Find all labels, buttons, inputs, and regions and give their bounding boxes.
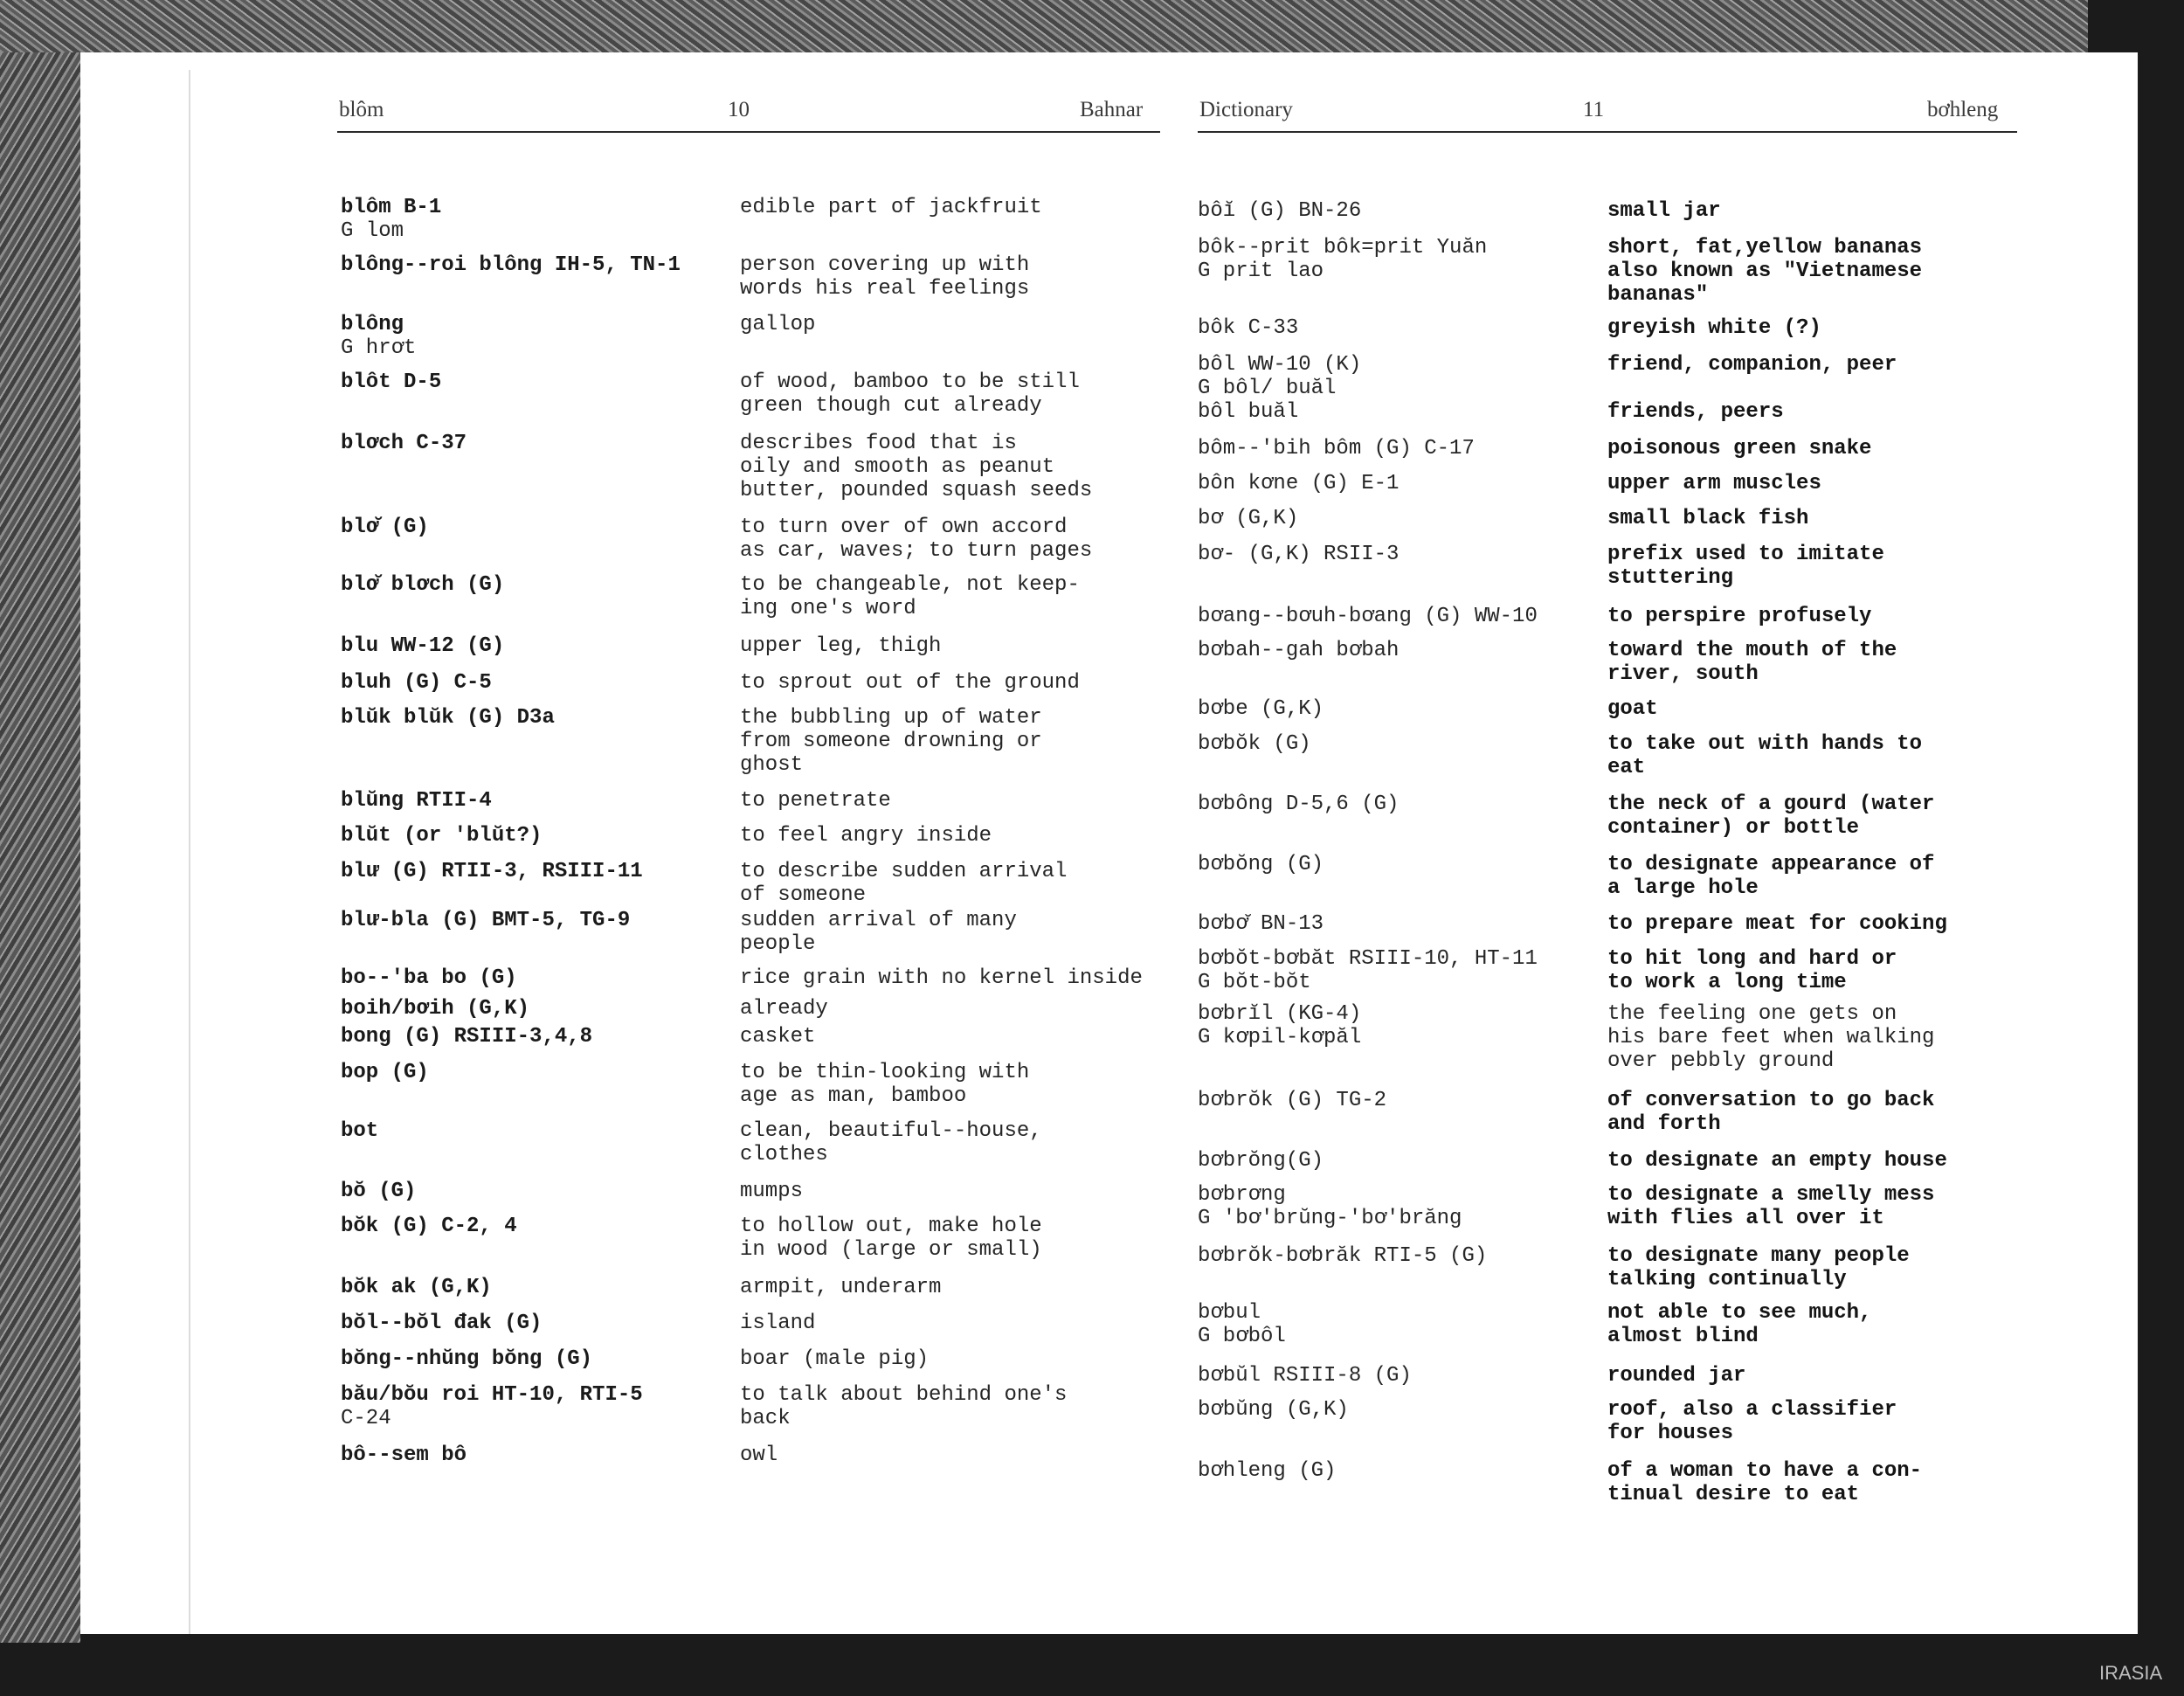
left-definition-line: ing one's word	[740, 597, 916, 620]
right-definition	[1607, 316, 1821, 340]
left-headword	[341, 824, 542, 848]
left-headword-line: blôm B-1	[341, 196, 442, 219]
left-page-number: 10	[728, 98, 750, 121]
right-definition	[1607, 1089, 1934, 1136]
right-definition-line: also known as "Vietnamese	[1607, 260, 1923, 283]
right-headword-line: G prit lao	[1198, 260, 1324, 283]
right-definition-line: roof, also a classifier	[1607, 1398, 1897, 1422]
right-definition-line: small jar	[1607, 199, 1721, 223]
right-guide-word: bơhleng	[1927, 98, 1999, 121]
left-headword	[341, 1443, 467, 1467]
left-definition	[740, 1119, 1042, 1166]
right-headword-line: bơbul	[1198, 1301, 1261, 1325]
left-definition-line: person covering up with	[740, 253, 1030, 277]
right-definition-line: talking continually	[1607, 1268, 1847, 1291]
left-definition	[740, 997, 828, 1021]
right-headword-line: bơbrŏng(G)	[1198, 1149, 1324, 1173]
right-definition-line: to take out with hands to	[1607, 732, 1923, 756]
right-headword-line: bôn kơne (G) E-1	[1198, 472, 1400, 495]
right-headword	[1198, 353, 1361, 424]
right-headword	[1198, 732, 1311, 756]
right-definition-line: bananas"	[1607, 283, 1709, 307]
right-headword	[1198, 437, 1475, 460]
right-headword-line: G 'bơ'brŭng-'bơ'brăng	[1198, 1207, 1462, 1230]
right-headword	[1198, 1183, 1462, 1230]
left-definition-line: to feel angry inside	[740, 824, 992, 848]
left-definition-line: to be thin-looking with	[740, 1061, 1030, 1084]
left-headword	[341, 516, 429, 539]
right-headword-line: bơbrŏk (G) TG-2	[1198, 1089, 1387, 1112]
right-definition-line: for houses	[1607, 1422, 1734, 1445]
right-headword-line: G bŏt-bŏt	[1198, 971, 1311, 994]
left-definition	[740, 966, 1143, 990]
left-headword	[341, 909, 630, 932]
right-definition-line: to work a long time	[1607, 971, 1847, 994]
right-headword	[1198, 912, 1324, 936]
left-headword-line: blŭt (or 'blŭt?)	[341, 824, 543, 848]
right-definition	[1607, 437, 1871, 460]
left-definition	[740, 634, 941, 658]
left-headword-line: bop (G)	[341, 1061, 429, 1084]
left-headword-line: bot	[341, 1119, 379, 1143]
right-definition-line: almost blind	[1607, 1325, 1759, 1348]
left-headword	[341, 997, 529, 1021]
right-definition	[1607, 1244, 1910, 1291]
right-headword	[1198, 507, 1298, 530]
right-headword	[1198, 639, 1399, 662]
right-definition-line	[1607, 377, 1897, 400]
left-definition-line: green though cut already	[740, 394, 1042, 418]
left-headword	[341, 1180, 416, 1203]
left-headword-line: blơ̆ (G)	[341, 516, 429, 539]
right-definition-line: to designate an empty house	[1607, 1149, 1947, 1173]
right-definition-line: container) or bottle	[1607, 816, 1860, 840]
right-headword	[1198, 1364, 1412, 1388]
left-definition	[740, 860, 1067, 907]
left-header-rule	[337, 131, 1160, 133]
right-headword	[1198, 199, 1361, 223]
left-headword	[341, 432, 467, 455]
right-headword	[1198, 1149, 1324, 1173]
left-definition-line: as car, waves; to turn pages	[740, 539, 1093, 563]
left-headword	[341, 634, 504, 658]
right-definition-line: the feeling one gets on	[1607, 1002, 1897, 1026]
page-fold-line	[189, 70, 190, 1634]
left-headword-line: blư (G) RTII-3, RSIII-11	[341, 860, 643, 883]
right-definition-line: his bare feet when walking	[1607, 1026, 1935, 1049]
right-headword-line: bơbŏk (G)	[1198, 732, 1311, 756]
right-definition-line: rounded jar	[1607, 1364, 1746, 1388]
right-headword	[1198, 793, 1399, 816]
left-definition-line: words his real feelings	[740, 277, 1030, 301]
right-definition	[1607, 507, 1808, 530]
left-headword-line: blŭk blŭk (G) D3a	[341, 706, 555, 730]
right-definition	[1607, 1149, 1947, 1173]
right-headword-line: bôm--'bih bôm (G) C-17	[1198, 437, 1475, 460]
right-definition-line: of conversation to go back	[1607, 1089, 1935, 1112]
left-definition	[740, 1061, 1029, 1108]
left-headword	[341, 1312, 542, 1335]
right-definition	[1607, 1301, 1871, 1348]
right-headword-line: bơbŭng (G,K)	[1198, 1398, 1349, 1422]
left-definition-line: clean, beautiful--house,	[740, 1119, 1042, 1143]
left-headword-line: bău/bŏu roi HT-10, RTI-5	[341, 1383, 643, 1407]
left-definition	[740, 1312, 815, 1335]
right-definition-line: short, fat,yellow bananas	[1607, 236, 1923, 260]
right-definition	[1607, 697, 1658, 721]
right-headword-line: bơ (G,K)	[1198, 507, 1299, 530]
left-definition	[740, 1276, 941, 1299]
left-headword-line: blư-bla (G) BMT-5, TG-9	[341, 909, 631, 932]
right-definition-line: to hit long and hard or	[1607, 947, 1897, 971]
left-definition-line: butter, pounded squash seeds	[740, 479, 1093, 502]
left-definition-line: armpit, underarm	[740, 1276, 942, 1299]
right-definition-line: tinual desire to eat	[1607, 1483, 1860, 1506]
left-headword	[341, 860, 643, 883]
left-headword-line: G lom	[341, 219, 404, 243]
left-definition-line: to sprout out of the ground	[740, 671, 1080, 695]
right-definition	[1607, 639, 1897, 686]
left-definition-line: to turn over of own accord	[740, 516, 1068, 539]
right-headword-line: bôĭ (G) BN-26	[1198, 199, 1362, 223]
right-definition	[1607, 543, 1884, 590]
right-headword-line: bơbơ̆ BN-13	[1198, 912, 1324, 936]
right-definition-line: greyish white (?)	[1607, 316, 1821, 340]
left-definition	[740, 706, 1042, 777]
left-headword	[341, 671, 492, 695]
right-headword	[1198, 316, 1298, 340]
right-headword-line: bơbŏt-bơbăt RSIII-10, HT-11	[1198, 947, 1538, 971]
left-headword-line: bo--'ba bo (G)	[341, 966, 517, 990]
left-definition	[740, 516, 1092, 563]
left-definition-line: age as man, bamboo	[740, 1084, 967, 1108]
right-headword	[1198, 853, 1324, 876]
left-definition-line: oily and smooth as peanut	[740, 455, 1055, 479]
right-headword-line: bôk--prit bôk=prit Yuăn	[1198, 236, 1488, 260]
left-definition-line: owl	[740, 1443, 778, 1467]
right-definition	[1607, 1398, 1897, 1445]
left-definition	[740, 1025, 815, 1049]
right-headword-line: bơbah--gah bơbah	[1198, 639, 1400, 662]
left-definition-line: sudden arrival of many	[740, 909, 1017, 932]
left-definition-line: boar (male pig)	[740, 1347, 930, 1371]
right-definition-line: to designate many people	[1607, 1244, 1910, 1268]
right-headword-line: bơhleng (G)	[1198, 1459, 1337, 1483]
left-headword	[341, 789, 492, 813]
right-definition-line: to prepare meat for cooking	[1607, 912, 1947, 936]
right-definition-line: with flies all over it	[1607, 1207, 1884, 1230]
right-headword-line: bôl buăl	[1198, 400, 1299, 424]
left-definition	[740, 1215, 1042, 1262]
right-definition	[1607, 1002, 1934, 1073]
left-headword	[341, 1215, 517, 1238]
right-definition-line: small black fish	[1607, 507, 1809, 530]
left-definition-line: gallop	[740, 313, 816, 336]
right-headword	[1198, 1398, 1349, 1422]
left-headword-line: boih/bơih (G,K)	[341, 997, 530, 1021]
right-headword-line: G bơbôl	[1198, 1325, 1286, 1348]
right-definition-line: prefix used to imitate	[1607, 543, 1884, 566]
right-headword-line: bơbrơng	[1198, 1183, 1286, 1207]
left-headword	[341, 253, 681, 277]
left-definition	[740, 1383, 1067, 1430]
right-definition	[1607, 732, 1922, 779]
left-headword-line: blơch C-37	[341, 432, 467, 455]
left-definition	[740, 370, 1080, 418]
right-definition-line: not able to see much,	[1607, 1301, 1872, 1325]
left-definition-line: to hollow out, make hole	[740, 1215, 1042, 1238]
left-definition	[740, 909, 1017, 956]
right-definition-line: goat	[1607, 697, 1658, 721]
right-definition-line: river, south	[1607, 662, 1759, 686]
right-headword-line: bơ- (G,K) RSII-3	[1198, 543, 1400, 566]
left-definition-line: ghost	[740, 753, 804, 777]
left-definition-line: already	[740, 997, 828, 1021]
right-headword-line: bơang--bơuh-bơang (G) WW-10	[1198, 605, 1538, 628]
right-definition	[1607, 947, 1897, 994]
right-headword-line: bơbrŏk-bơbrăk RTI-5 (G)	[1198, 1244, 1488, 1268]
right-definition	[1607, 1183, 1934, 1230]
left-headword-line: blŭng RTII-4	[341, 789, 492, 813]
right-headword	[1198, 1244, 1487, 1268]
left-headword	[341, 1061, 429, 1084]
left-headword	[341, 966, 517, 990]
right-headword	[1198, 543, 1399, 566]
left-definition-line: of someone	[740, 883, 867, 907]
right-headword	[1198, 1459, 1336, 1483]
right-headword	[1198, 1002, 1361, 1049]
left-headword	[341, 1347, 592, 1371]
right-definition	[1607, 1459, 1922, 1506]
left-headword-line: bluh (G) C-5	[341, 671, 492, 695]
left-headword	[341, 573, 504, 597]
left-definition-line: to be changeable, not keep-	[740, 573, 1080, 597]
left-headword	[341, 706, 555, 730]
left-definition-line: casket	[740, 1025, 816, 1049]
right-page-number: 11	[1583, 98, 1605, 121]
left-headword-line: blơ̆ blơch (G)	[341, 573, 505, 597]
right-definition	[1607, 236, 1922, 307]
left-definition	[740, 196, 1042, 219]
right-headword	[1198, 472, 1399, 495]
left-headword-line: bŏng--nhŭng bŏng (G)	[341, 1347, 593, 1371]
left-headword	[341, 1383, 643, 1430]
left-headword-line: blông	[341, 313, 404, 336]
left-definition-line: back	[740, 1407, 791, 1430]
left-definition-line: upper leg, thigh	[740, 634, 942, 658]
right-definition-line: to perspire profusely	[1607, 605, 1872, 628]
left-headword	[341, 313, 416, 360]
archive-watermark: IRASIA	[2099, 1662, 2163, 1684]
left-definition-line: to talk about behind one's	[740, 1383, 1068, 1407]
left-definition	[740, 671, 1080, 695]
right-headword	[1198, 947, 1538, 994]
left-headword-line: G hrơt	[341, 336, 417, 360]
right-definition	[1607, 605, 1871, 628]
left-definition-line: from someone drowning or	[740, 730, 1042, 753]
right-definition-line: poisonous green snake	[1607, 437, 1872, 460]
left-definition-line: clothes	[740, 1143, 828, 1166]
scan-background-left	[0, 52, 80, 1643]
right-running-title: Dictionary	[1199, 98, 1293, 121]
right-definition	[1607, 199, 1721, 223]
right-header-rule	[1198, 131, 2017, 133]
left-headword	[341, 370, 441, 394]
left-headword-line: bŏk ak (G,K)	[341, 1276, 492, 1299]
right-headword-line: bơbe (G,K)	[1198, 697, 1324, 721]
left-headword-line: bŏk (G) C-2, 4	[341, 1215, 517, 1238]
right-definition-line: a large hole	[1607, 876, 1759, 900]
right-definition-line: the neck of a gourd (water	[1607, 793, 1935, 816]
left-headword-line: bŏ (G)	[341, 1180, 417, 1203]
right-definition-line: to designate appearance of	[1607, 853, 1935, 876]
right-definition-line: eat	[1607, 756, 1646, 779]
right-headword-line: G bôl/ buăl	[1198, 377, 1337, 400]
right-definition	[1607, 472, 1821, 495]
left-headword-line: bong (G) RSIII-3,4,8	[341, 1025, 593, 1049]
right-definition	[1607, 853, 1934, 900]
left-definition-line: describes food that is	[740, 432, 1017, 455]
right-definition-line: friends, peers	[1607, 400, 1784, 424]
right-headword-line: bôk C-33	[1198, 316, 1299, 340]
left-definition	[740, 789, 891, 813]
left-definition-line: mumps	[740, 1180, 804, 1203]
right-definition-line: toward the mouth of the	[1607, 639, 1897, 662]
left-headword	[341, 1276, 492, 1299]
left-definition-line: edible part of jackfruit	[740, 196, 1042, 219]
left-definition-line: to describe sudden arrival	[740, 860, 1068, 883]
right-headword	[1198, 1301, 1286, 1348]
right-definition	[1607, 353, 1897, 424]
left-definition	[740, 253, 1029, 301]
left-definition	[740, 432, 1092, 502]
left-definition	[740, 824, 992, 848]
right-headword	[1198, 605, 1538, 628]
right-definition	[1607, 1364, 1745, 1388]
left-headword	[341, 1119, 378, 1143]
right-definition-line: stuttering	[1607, 566, 1734, 590]
right-headword	[1198, 697, 1324, 721]
left-definition-line: rice grain with no kernel inside	[740, 966, 1143, 990]
right-headword	[1198, 236, 1487, 283]
left-headword-line: bŏl--bŏl đak (G)	[341, 1312, 543, 1335]
left-headword	[341, 196, 441, 243]
left-headword-line: C-24	[341, 1407, 391, 1430]
left-headword-line: bô--sem bô	[341, 1443, 467, 1467]
right-headword-line: bơbŏng (G)	[1198, 853, 1324, 876]
right-definition-line: to designate a smelly mess	[1607, 1183, 1935, 1207]
right-definition-line: over pebbly ground	[1607, 1049, 1835, 1073]
left-headword-line: blu WW-12 (G)	[341, 634, 505, 658]
scan-background-top	[0, 0, 2088, 52]
left-definition	[740, 313, 815, 336]
left-headword-line: blông--roi blông IH-5, TN-1	[341, 253, 681, 277]
left-definition-line: of wood, bamboo to be still	[740, 370, 1080, 394]
right-headword-line: bôl WW-10 (K)	[1198, 353, 1362, 377]
left-definition	[740, 1347, 929, 1371]
left-definition-line: the bubbling up of water	[740, 706, 1042, 730]
left-definition-line: people	[740, 932, 816, 956]
left-definition-line: island	[740, 1312, 816, 1335]
left-definition-line: in wood (large or small)	[740, 1238, 1042, 1262]
left-definition	[740, 1180, 803, 1203]
right-definition	[1607, 912, 1947, 936]
left-guide-word: blôm	[339, 98, 384, 121]
right-definition-line: upper arm muscles	[1607, 472, 1821, 495]
right-headword-line: bơbŭl RSIII-8 (G)	[1198, 1364, 1412, 1388]
left-definition	[740, 573, 1080, 620]
right-definition-line: and forth	[1607, 1112, 1721, 1136]
right-headword-line: bơbrĭl (KG-4)	[1198, 1002, 1362, 1026]
left-headword	[341, 1025, 592, 1049]
right-headword	[1198, 1089, 1386, 1112]
left-headword-line: blôt D-5	[341, 370, 442, 394]
right-headword-line: bơbông D-5,6 (G)	[1198, 793, 1400, 816]
left-definition-line: to penetrate	[740, 789, 891, 813]
left-running-title: Bahnar	[1080, 98, 1144, 121]
right-definition-line: friend, companion, peer	[1607, 353, 1897, 377]
right-definition	[1607, 793, 1934, 840]
right-definition-line: of a woman to have a con-	[1607, 1459, 1923, 1483]
left-definition	[740, 1443, 778, 1467]
right-headword-line: G kơpil-kơpăl	[1198, 1026, 1362, 1049]
